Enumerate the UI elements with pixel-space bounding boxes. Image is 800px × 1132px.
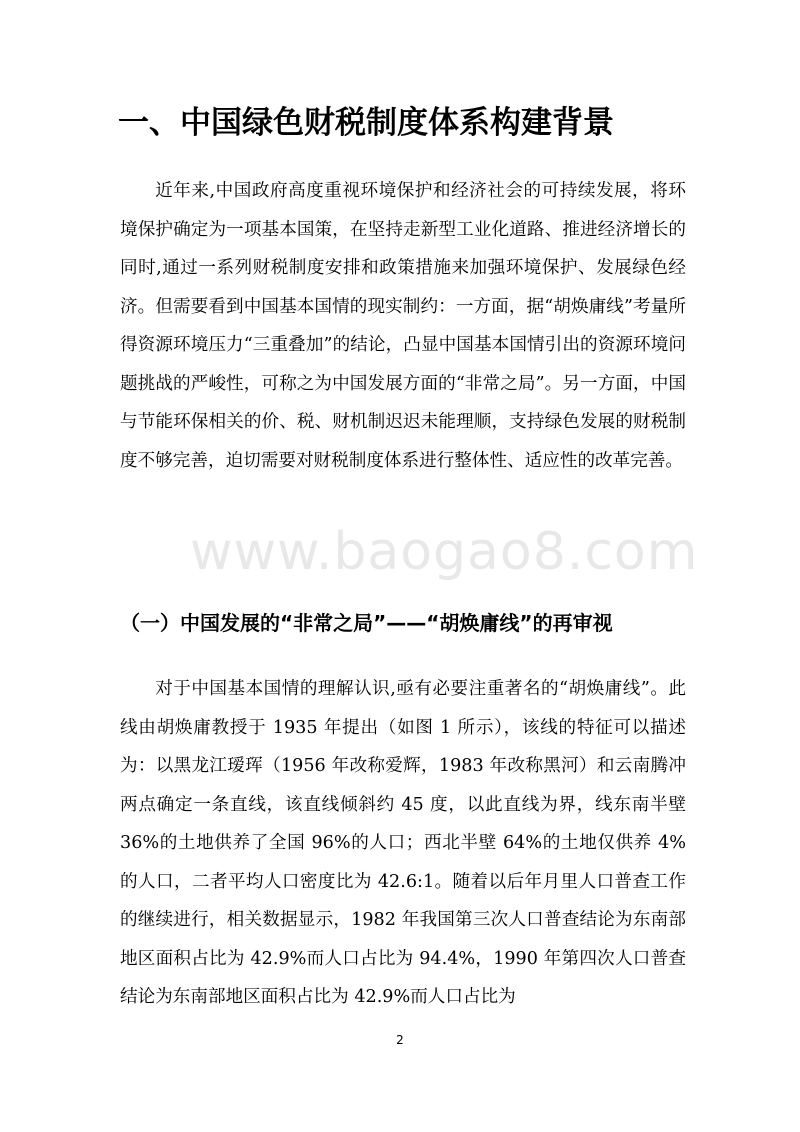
intro-paragraph: 近年来,中国政府高度重视环境保护和经济社会的可持续发展，将环境保护确定为一项基本国策，在坚持走新型工业化道路、推进经济增长的同时,通过一系列财税制度安排和政策措施来加强环境保护、发展绿色经济。但需要看到中国基本国情的现实制约：一方面，据“胡焕庸线”考量所得资源环境压力“三重叠加”的结论，凸显中国基本国情引出的资源环境问题挑战的严峻性，可称之为中国发展方面的“非常之局”。另一方面，中国与节能环保相关的价、税、财机制迟迟未能理顺，支持绿色发展的财税制度不够完善，迫切需要对财税制度体系进行整体性、适应性的改革完善。 [120, 181, 686, 471]
section-heading: 一、中国绿色财税制度体系构建背景 [118, 105, 614, 141]
hu-line-paragraph: 对于中国基本国情的理解认识,亟有必要注重著名的“胡焕庸线”。此线由胡焕庸教授于 1935 年提出（如图 1 所示），该线的特征可以描述为：以黑龙江瑷珲（1956 年改称爱辉，1983 年改称黑河）和云南腾冲两点确定一条直线，该直线倾斜约 45 度，以此直线为界，线东南半壁 36%的土地供养了全国 96%的人口；西北半壁 64%的土地仅供养 4%的人口，二者平均人口密度比为 42.6:1。随着以后年月里人口普查工作的继续进行，相关数据显示，1982 年我国第三次人口普查结论为东南部地区面积占比为 42.9%而人口占比为 94.4%，1990 年第四次人口普查结论为东南部地区面积占比为 42.9%而人口占比为 [120, 679, 686, 1007]
watermark: www.baogao8.com [190, 522, 699, 582]
page-number: 2 [396, 1033, 404, 1047]
subsection-heading: （一）中国发展的“非常之局”——“胡焕庸线”的再审视 [120, 611, 613, 635]
